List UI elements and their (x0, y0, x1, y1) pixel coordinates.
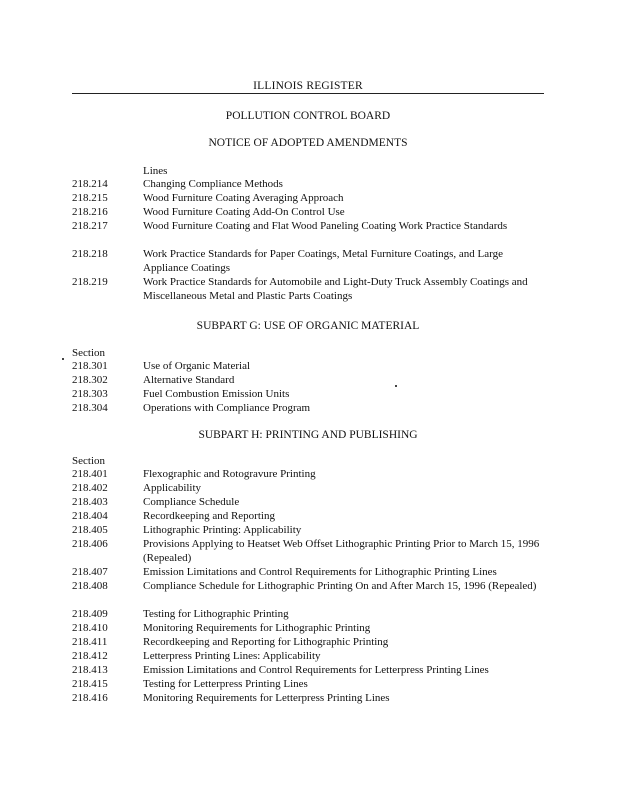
scan-speck (62, 358, 64, 360)
section-number: 218.407 (72, 566, 108, 578)
section-number: 218.304 (72, 402, 108, 414)
section-title: Lithographic Printing: Applicability (143, 524, 302, 536)
section-title: Emission Limitations and Control Requirements for Letterpress Printing Lines (143, 664, 489, 676)
board-title: POLLUTION CONTROL BOARD (225, 110, 391, 122)
section-title: Provisions Applying to Heatset Web Offset Lithographic Printing Prior to March 15, 1996 (Repealed) (143, 538, 540, 564)
header-rule (72, 93, 544, 94)
section-title: Work Practice Standards for Paper Coatings, Metal Furniture Coatings, and Large Appliance Coatings (143, 248, 503, 274)
section-title: Compliance Schedule (143, 496, 240, 508)
section-number: 218.303 (72, 388, 108, 400)
notice-title: NOTICE OF ADOPTED AMENDMENTS (208, 137, 408, 149)
section-title: Compliance Schedule for Lithographic Printing On and After March 15, 1996 (Repealed) (143, 580, 537, 592)
subpart-h-title: SUBPART H: PRINTING AND PUBLISHING (198, 429, 418, 441)
section-title: Operations with Compliance Program (143, 402, 311, 414)
section-number: 218.214 (72, 178, 108, 190)
section-title: Wood Furniture Coating Add-On Control Use (143, 206, 345, 218)
section-number: 218.217 (72, 220, 108, 232)
section-title: Recordkeeping and Reporting (143, 510, 275, 522)
section-number: 218.403 (72, 496, 108, 508)
section-number: 218.406 (72, 538, 108, 550)
section-number: 218.301 (72, 360, 108, 372)
section-number: 218.402 (72, 482, 108, 494)
section-number: 218.215 (72, 192, 108, 204)
section-title: Testing for Lithographic Printing (143, 608, 289, 620)
section-title: Applicability (143, 482, 202, 494)
section-number: 218.411 (72, 636, 108, 648)
section-title: Wood Furniture Coating Averaging Approach (143, 192, 344, 204)
section-title: Work Practice Standards for Automobile and Light-Duty Truck Assembly Coatings and Miscellaneous Metal and Plastic Parts Coatings (143, 276, 528, 302)
subpart-h-section-label: Section (72, 455, 105, 467)
lines-heading: Lines (143, 165, 168, 177)
section-title: Letterpress Printing Lines: Applicability (143, 650, 321, 662)
section-number: 218.404 (72, 510, 108, 522)
section-number: 218.401 (72, 468, 108, 480)
section-number: 218.416 (72, 692, 108, 704)
section-title: Emission Limitations and Control Requirements for Lithographic Printing Lines (143, 566, 497, 578)
section-title: Wood Furniture Coating and Flat Wood Paneling Coating Work Practice Standards (143, 220, 508, 232)
subpart-g-section-label: Section (72, 347, 105, 359)
subpart-g-title: SUBPART G: USE OF ORGANIC MATERIAL (196, 320, 420, 332)
section-number: 218.218 (72, 248, 108, 260)
section-title: Recordkeeping and Reporting for Lithographic Printing (143, 636, 389, 648)
section-number: 218.410 (72, 622, 108, 634)
section-number: 218.409 (72, 608, 108, 620)
section-title: Monitoring Requirements for Lithographic Printing (143, 622, 371, 634)
section-number: 218.302 (72, 374, 108, 386)
section-number: 218.405 (72, 524, 108, 536)
register-title: ILLINOIS REGISTER (253, 80, 363, 92)
section-title: Fuel Combustion Emission Units (143, 388, 290, 400)
section-title: Testing for Letterpress Printing Lines (143, 678, 308, 690)
section-number: 218.408 (72, 580, 108, 592)
section-number: 218.413 (72, 664, 108, 676)
section-number: 218.219 (72, 276, 108, 288)
section-number: 218.216 (72, 206, 108, 218)
section-title: Flexographic and Rotogravure Printing (143, 468, 316, 480)
section-title: Use of Organic Material (143, 360, 251, 372)
section-title: Alternative Standard (143, 374, 235, 386)
section-title: Monitoring Requirements for Letterpress Printing Lines (143, 692, 390, 704)
section-number: 218.415 (72, 678, 108, 690)
scan-speck (395, 385, 397, 387)
section-number: 218.412 (72, 650, 108, 662)
section-title: Changing Compliance Methods (143, 178, 283, 190)
